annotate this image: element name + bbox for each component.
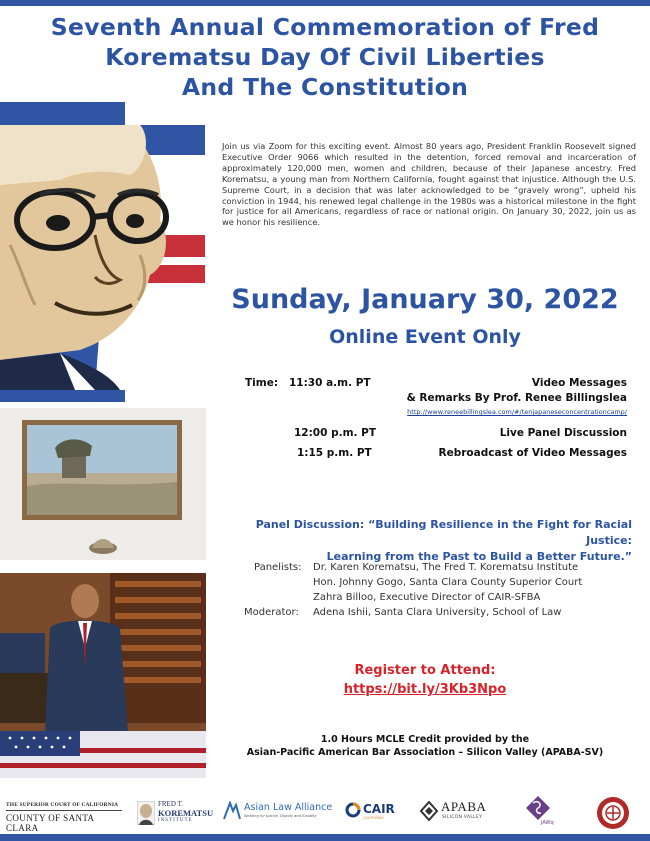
register-section xyxy=(205,661,645,699)
panel-title-line-1: Panel Discussion: “Building Resilience in the Fight for Racial Justice: xyxy=(255,518,632,547)
schedule-time-2: 12:00 p.m. PT xyxy=(294,427,377,439)
schedule-time-1: 11:30 a.m. PT xyxy=(289,377,371,389)
landscape-painting xyxy=(0,408,206,560)
moderator-label: Moderator: xyxy=(244,607,299,618)
jaw-logo: JAWq xyxy=(523,793,557,829)
panelist-3: Zahra Billoo, Executive Director of CAIR-SFBA xyxy=(313,592,541,603)
title-line-1: Seventh Annual Commemoration of Fred xyxy=(50,13,600,41)
intro-paragraph: Join us via Zoom for this exciting event. Almost 80 years ago, President Franklin Roosevelt signed Executive Order 9066 which resulted in the detention, forced removal and incarceration of approximately 120,000 men, women and children, because of their Japanese ancestry. Fred Korematsu, a young man from Northern California, fought against that injustice. Although the U.S. Supreme Court, in a decision that was later acknowledged to be “gravely wrong”, upheld his conviction in 1944, his renewed legal challenge in the 1980s was a historical milestone in the fight for justice for all Americans, regardless of race or national origin. On January 30, 2022, join us as we honor his resilience. xyxy=(222,141,636,228)
title-line-3: And The Constitution xyxy=(181,73,469,101)
panelists-label: Panelists: xyxy=(254,562,302,573)
mcle-credit xyxy=(205,733,645,759)
schedule-time-label: Time: xyxy=(245,377,279,389)
mcle-line-1: 1.0 Hours MCLE Credit provided by the xyxy=(320,734,530,745)
schedule-item-1-title: Video Messages xyxy=(531,377,627,389)
schedule-item-1-subtitle: & Remarks By Prof. Renee Billingslea xyxy=(406,392,627,404)
panel-title-line-2: Learning from the Past to Build a Better Future.” xyxy=(326,550,632,563)
schedule-time-3: 1:15 p.m. PT xyxy=(297,447,372,459)
korematsu-portrait xyxy=(0,125,205,390)
jaw-icon xyxy=(523,793,553,821)
title-line-2: Korematsu Day Of Civil Liberties xyxy=(105,43,545,71)
register-link[interactable]: https://bit.ly/3Kb3Npo xyxy=(343,682,507,697)
panel-discussion-title xyxy=(212,517,632,565)
superior-court-logo: THE SUPERIOR COURT OF CALIFORNIA COUNTY OF SANTA CLARA xyxy=(6,802,122,833)
bottom-border xyxy=(0,834,650,841)
panelist-1: Dr. Karen Korematsu, The Fred T. Korematsu Institute xyxy=(313,562,579,573)
top-border xyxy=(0,0,650,6)
event-date: Sunday, January 30, 2022 xyxy=(231,284,619,315)
schedule-item-3-title: Rebroadcast of Video Messages xyxy=(438,447,627,459)
korematsu-face-icon xyxy=(137,801,155,825)
university-seal-icon xyxy=(596,796,630,830)
asian-law-alliance-icon xyxy=(222,801,242,821)
page-title xyxy=(10,12,640,102)
attorney-photo xyxy=(0,573,206,778)
korematsu-institute-logo: FRED T. KOREMATSU INSTITUTE xyxy=(137,799,209,827)
mcle-line-2: Asian-Pacific American Bar Association – Silicon Valley (APABA-SV) xyxy=(246,747,604,758)
sponsor-logos: THE SUPERIOR COURT OF CALIFORNIA COUNTY OF SANTA CLARA FRED T. KOREMATSU INSTITUTE Asian Law Alliance Working for Justice, Dignity and Equality CAIR CALIFORNIA APABA SILICON VALLEY JAWq xyxy=(0,791,650,831)
schedule-item-2-title: Live Panel Discussion xyxy=(499,427,627,439)
billingslea-link[interactable]: http://www.reneebillingslea.com/#/tenjapaneseconcentrationcamp/ xyxy=(407,408,627,416)
moderator-name: Adena Ishii, Santa Clara University, School of Law xyxy=(313,607,562,618)
register-label: Register to Attend: xyxy=(354,663,496,678)
event-format: Online Event Only xyxy=(329,326,521,348)
cair-icon xyxy=(345,802,361,818)
apaba-icon xyxy=(420,801,438,821)
panelist-2: Hon. Johnny Gogo, Santa Clara County Superior Court xyxy=(313,577,583,588)
